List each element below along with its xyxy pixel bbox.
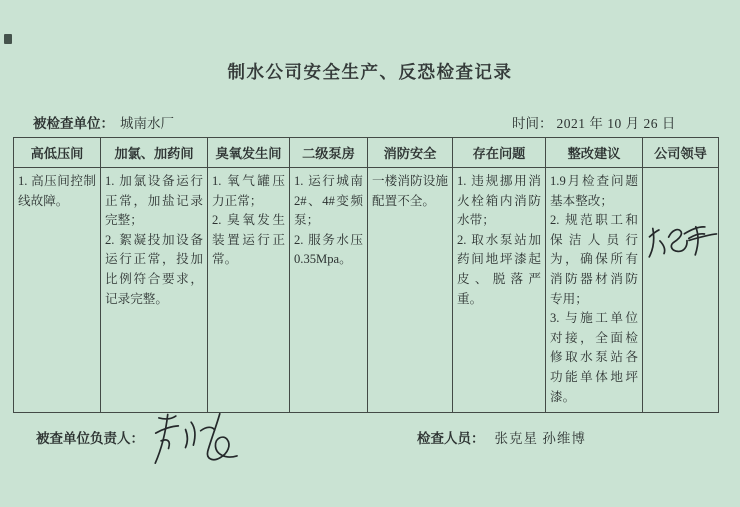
header-row [14, 138, 719, 168]
cell-text-line: 2. 取水泵站加药间地坪漆起皮、脱落严重。 [457, 232, 541, 306]
responsible-person-signature-handwriting [144, 405, 247, 470]
cell-rectification-suggestions [546, 168, 643, 413]
responsible-person-line [36, 427, 144, 447]
cell-high-low-voltage-room [14, 168, 101, 413]
cell-text-line: 1. 高压间控制线故障。 [18, 174, 96, 208]
cell-existing-problems [453, 168, 546, 413]
cell-text-line: 1. 违规挪用消火栓箱内消防水带； [457, 174, 541, 228]
inspected-unit-label: 被检查单位： [33, 116, 114, 131]
column-header-ozone-room: 臭氧发生间 [208, 138, 290, 168]
column-header-fire-safety: 消防安全 [368, 138, 453, 168]
cell-text-line: 1. 加氯设备运行正常，加盐记录完整； [105, 174, 203, 228]
inspectors-line [417, 427, 586, 447]
column-header-existing-problems: 存在问题 [453, 138, 546, 168]
time-label: 时间： [512, 116, 553, 131]
cell-text-line: 一楼消防设施配置不全。 [372, 174, 448, 208]
column-header-chlorine-dosing-room: 加氯、加药间 [101, 138, 208, 168]
cell-text-line: 2. 臭氧发生装置运行正常。 [212, 213, 285, 267]
column-header-rectification-suggestions: 整改建议 [546, 138, 643, 168]
cell-text-line: 1. 运行城南2#、4#变频泵； [294, 174, 363, 228]
scan-artifact [4, 34, 12, 44]
cell-secondary-pump-house [290, 168, 368, 413]
cell-chlorine-dosing-room [101, 168, 208, 413]
inspectors-label: 检查人员： [417, 431, 485, 446]
inspected-unit-value: 城南水厂 [120, 116, 174, 131]
document-title: 制水公司安全生产、反恐检查记录 [227, 62, 513, 82]
inspection-table [13, 137, 719, 413]
cell-company-leader [643, 168, 719, 413]
responsible-person-label: 被查单位负责人： [36, 431, 144, 446]
table-row [14, 168, 719, 413]
time-value: 2021 年 10 月 26 日 [556, 116, 676, 131]
inspected-unit [33, 112, 174, 132]
cell-fire-safety [368, 168, 453, 413]
cell-text-line: 2. 服务水压0.35Mpa。 [294, 232, 363, 267]
cell-text-line: 1.9月检查问题基本整改； [550, 174, 638, 208]
inspectors-names: 张克星 孙维博 [494, 431, 586, 446]
column-header-company-leader: 公司领导 [643, 138, 719, 168]
column-header-high-low-voltage-room: 高低压间 [14, 138, 101, 168]
column-header-secondary-pump-house: 二级泵房 [290, 138, 368, 168]
cell-text-line: 2. 规范职工和保洁人员行为，确保所有消防器材消防专用； [550, 213, 638, 306]
inspection-time [512, 112, 676, 132]
cell-text-line: 1. 氧气罐压力正常； [212, 174, 285, 208]
cell-ozone-room [208, 168, 290, 413]
cell-text-line: 3. 与施工单位对接，全面检修取水泵站各功能单体地坪漆。 [550, 311, 638, 404]
cell-text-line: 2. 絮凝投加设备运行正常，投加比例符合要求，记录完整。 [105, 232, 203, 306]
leader-signature-handwriting [643, 215, 721, 267]
